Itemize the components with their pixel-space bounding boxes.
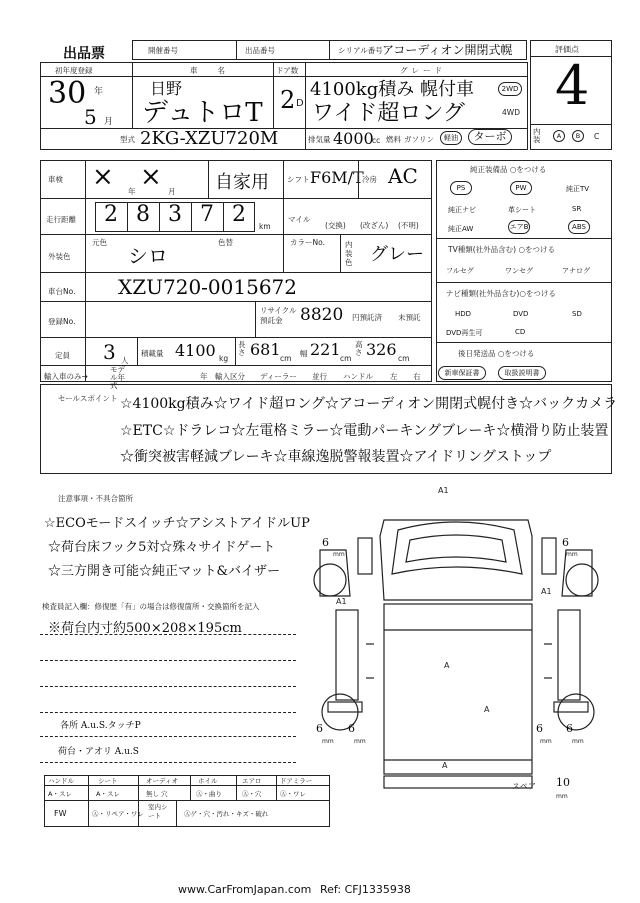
navi-dvd: DVD [513, 310, 529, 318]
year-unit: 年 [94, 87, 104, 97]
displacement-label: 排気量 [308, 135, 331, 144]
score-value: 4 [555, 54, 590, 117]
dealer-label: ディーラー [260, 372, 297, 381]
damage-mark-a-rear: A [442, 761, 448, 770]
capacity-value: 3 [103, 340, 116, 364]
legend-val-aero: Ⓐ・穴 [242, 790, 262, 798]
vehicle-maker: 日野 [150, 79, 183, 98]
mileage-digit-5: 2 [232, 202, 246, 227]
exterior-color-label: 外装色 [48, 252, 71, 261]
drive-2wd-option: 2WD [498, 82, 522, 96]
navi-dvd-play: DVD再生可 [446, 329, 483, 337]
tire-front-left: 6 [322, 536, 329, 549]
damage-mark-a1-left: A1 [336, 597, 347, 606]
legend-head-mirror: ドアミラー [280, 777, 313, 785]
selling-point-line-2: ☆ETC☆ドラレコ☆左電格ミラー☆電動パーキングブレーキ☆横滑り防止装置 [120, 423, 609, 439]
mileage-unit: km [259, 222, 271, 231]
import-year-label: モデル年式 [110, 365, 125, 390]
interior-color-value: グレー [370, 244, 424, 265]
width-value: 221 [310, 340, 341, 359]
equip-tv: 純正TV [566, 185, 590, 193]
interior-option-a: A [553, 130, 565, 142]
equipment-title: 純正装備品 ○をつける [470, 165, 547, 174]
footer-site[interactable]: www.CarFromJapan.com [178, 883, 312, 896]
navi-sd: SD [572, 310, 582, 318]
capacity-unit: 人 [121, 356, 129, 365]
right-label: 右 [413, 372, 421, 381]
import-year-unit: 年 [200, 372, 208, 381]
legend-head-handle: ハンドル [48, 777, 74, 785]
equip-navi: 純正ナビ [448, 206, 476, 214]
length-label: 長さ [238, 340, 246, 357]
damage-mark-a-side: A [484, 705, 490, 714]
import-type-label: 輸入区分 [215, 372, 245, 381]
notes-label: 注意事項・不具合箇所 [58, 494, 133, 503]
exhibit-no-label: 出品番号 [245, 46, 275, 55]
vehicle-name: デュトロT [142, 98, 263, 128]
exterior-color-value: シロ [128, 244, 168, 268]
equip-sr: SR [572, 205, 582, 213]
note-line-3: ☆三方開き可能☆純正マット&バイザー [48, 564, 281, 579]
tire-rear-left-outer-unit: mm [322, 738, 334, 745]
turbo-option: ターボ [468, 129, 512, 145]
load-label: 積載量 [141, 349, 164, 358]
parallel-label: 並行 [312, 372, 327, 381]
fuel-label: 燃料 [386, 135, 401, 144]
inspection-year-value: × [92, 162, 114, 192]
length-value: 681 [250, 340, 281, 359]
score-label: 評価点 [555, 45, 579, 54]
footer-ref: Ref: CFJ1335938 [320, 883, 411, 896]
unknown-label: (不明) [398, 221, 419, 230]
year-label: 初年度登録 [55, 66, 93, 75]
drive-4wd-option: 4WD [502, 108, 520, 117]
month-unit: 月 [104, 117, 114, 127]
equip-abs: ABS [568, 220, 590, 234]
mileage-label: 走行距離 [46, 215, 76, 224]
width-unit: cm [340, 354, 352, 363]
selling-point-line-1: ☆4100kg積み☆ワイド超ロング☆アコーディオン開閉式幌付き☆バックカメラ [120, 396, 618, 412]
grade-line1: 4100kg積み 幌付車 [310, 79, 474, 100]
inspector-line-2: 各所 A.u.S.タッチP [60, 721, 141, 731]
interior-option-c: C [594, 132, 600, 141]
auction-no-label: 開催番号 [148, 46, 178, 55]
shift-label: シフト [287, 175, 310, 184]
recycle-unpaid: 未預託 [398, 313, 421, 322]
grade-label: グレード [400, 66, 446, 75]
spare-value: 10 [556, 776, 570, 789]
width-label: 幅 [300, 349, 308, 358]
fuel-gasoline: ガソリン [404, 135, 434, 144]
damage-mark-a1-top: A1 [438, 486, 449, 495]
tire-rear-right-inner-unit: mm [540, 738, 552, 745]
height-label: 高さ [355, 340, 363, 357]
year-value: 30 [48, 76, 87, 111]
serial-value: アコーディオン開閉式幌 [382, 43, 513, 57]
tire-rear-left-inner: 6 [348, 722, 355, 735]
import-label: 輸入車のみ→ [44, 372, 88, 381]
tv-title: TV種類(社外品含む) ○をつける [448, 245, 555, 254]
modified-label: (改ざん) [360, 221, 389, 230]
equip-leather: 革シート [508, 206, 536, 214]
mileage-digit-1: 2 [104, 202, 118, 227]
equip-pw: PW [510, 181, 532, 195]
damage-mark-a-mid: A [444, 661, 450, 670]
equip-ps: PS [450, 181, 472, 195]
equip-aw: 純正AW [448, 225, 474, 233]
legend-val-wheel: Ⓐ・曲り [196, 790, 222, 798]
inspector-line-3: 荷台・アオリ A.u.S [58, 747, 139, 757]
shift-value: F6M/T [310, 168, 364, 187]
doors-value: 2 [280, 86, 296, 114]
legend-head-wheel: ホイル [198, 777, 218, 785]
truck-diagram [300, 480, 612, 805]
page-title: 出品票 [63, 46, 105, 62]
inspector-label: 検査員記入欄：修復歴「有」の場合は修復箇所・交換箇所を記入 [42, 602, 260, 611]
tire-rear-left-outer: 6 [316, 722, 323, 735]
selling-point-line-3: ☆衝突被害軽減ブレーキ☆車線逸脱警報装置☆アイドリングストップ [120, 449, 552, 465]
tv-fullseg: フルセグ [446, 267, 474, 275]
month-value: 5 [84, 105, 97, 129]
name-label: 車名 [190, 66, 245, 75]
spare-label: スペア [512, 782, 536, 791]
recycle-value: 8820 [300, 305, 344, 325]
usage-value: 自家用 [215, 172, 269, 193]
legend-room-seat-val: Ⓐゲ・穴・汚れ・キズ・破れ [184, 810, 269, 818]
mile-label: マイル [288, 215, 311, 224]
equip-airbag: エアB [508, 220, 530, 234]
chassis-value: XZU720-0015672 [118, 275, 297, 299]
navi-title: ナビ種類(社外品含む)○をつける [446, 289, 556, 298]
navi-hdd: HDD [455, 310, 472, 318]
inspection-label: 車検 [48, 175, 63, 184]
new-warranty: 新車保証書 [438, 366, 486, 380]
serial-label: シリアル番号 [338, 46, 383, 55]
legend-val-seat: A・スレ [96, 790, 120, 798]
mileage-digit-3: 3 [168, 202, 182, 227]
damage-mark-a1-right: A1 [541, 587, 552, 596]
selling-points-label: セールスポイント [58, 394, 118, 403]
ac-label: 冷房 [362, 175, 377, 184]
color-no-label: カラーNo. [290, 238, 325, 247]
capacity-label: 定員 [55, 351, 70, 360]
grade-line2: ワイド超ロング [312, 101, 465, 126]
reg-label: 登録No. [48, 317, 76, 326]
legend-head-aero: エアロ [242, 777, 262, 785]
legend-head-seat: シート [98, 777, 118, 785]
legend-fw-val: Ⓐ・リペア・ワレ [92, 810, 144, 818]
legend-fw: FW [54, 809, 67, 818]
load-unit: kg [219, 354, 229, 363]
legend-val-mirror: Ⓐ・ワレ [280, 790, 306, 798]
tire-rear-left-inner-unit: mm [354, 738, 366, 745]
interior-color-label: 内装色 [345, 240, 353, 267]
recycle-label: リサイクル預託金 [260, 306, 297, 325]
ac-value: AC [388, 164, 418, 188]
tire-rear-right-outer-unit: mm [572, 738, 584, 745]
inspection-year-unit: 年 [128, 187, 136, 196]
fuel-diesel-option: 軽油 [440, 131, 462, 145]
mileage-digit-2: 8 [136, 202, 150, 227]
length-unit: cm [280, 354, 292, 363]
navi-cd: CD [515, 328, 526, 336]
note-line-2: ☆荷台床フック5対☆殊々サイドゲート [48, 540, 276, 555]
height-value: 326 [366, 340, 397, 359]
exchange-label: (交換) [325, 221, 346, 230]
interior-label: 内装 [533, 127, 541, 144]
note-line-1: ☆ECOモードスイッチ☆アシストアイドルUP [44, 516, 310, 531]
manual: 取扱説明書 [498, 366, 546, 380]
height-unit: cm [398, 354, 410, 363]
tire-rear-right-outer: 6 [566, 722, 573, 735]
doors-label: ドア数 [276, 66, 299, 75]
doors-unit: D [296, 98, 304, 109]
after-title: 後日発送品 ○をつける [458, 349, 535, 358]
model-label: 型式 [120, 135, 135, 144]
legend-val-audio: 無し 穴 [146, 790, 168, 798]
spare-unit: mm [556, 793, 568, 800]
chassis-label: 車台No. [48, 287, 76, 296]
legend-head-audio: オーディオ [146, 777, 178, 785]
tv-oneseg: ワンセグ [505, 267, 533, 275]
load-value: 4100 [175, 341, 216, 360]
inspection-month-unit: 月 [168, 187, 176, 196]
inspection-month-value: × [140, 162, 162, 192]
recycle-paid: 円預託済 [352, 313, 382, 322]
mileage-digit-4: 7 [200, 202, 214, 227]
left-label: 左 [390, 372, 398, 381]
tire-front-right: 6 [562, 536, 569, 549]
model-value: 2KG-XZU720M [140, 128, 279, 149]
inspector-line-1: ※荷台内寸約500×208×195cm [48, 621, 242, 636]
displacement-unit: cc [372, 136, 381, 145]
color-change-label: 色替 [218, 238, 233, 247]
tv-analog: アナログ [562, 267, 590, 275]
displacement-value: 4000 [333, 129, 374, 148]
legend-room-seat: 室内シート [148, 803, 168, 820]
legend-val-handle: A・スレ [48, 790, 72, 798]
handle-label: ハンドル [343, 372, 373, 381]
tire-front-right-unit: mm [566, 551, 578, 558]
interior-option-b: B [572, 130, 584, 142]
color-original-label: 元色 [92, 238, 107, 247]
tire-rear-right-inner: 6 [536, 722, 543, 735]
tire-front-left-unit: mm [333, 551, 345, 558]
